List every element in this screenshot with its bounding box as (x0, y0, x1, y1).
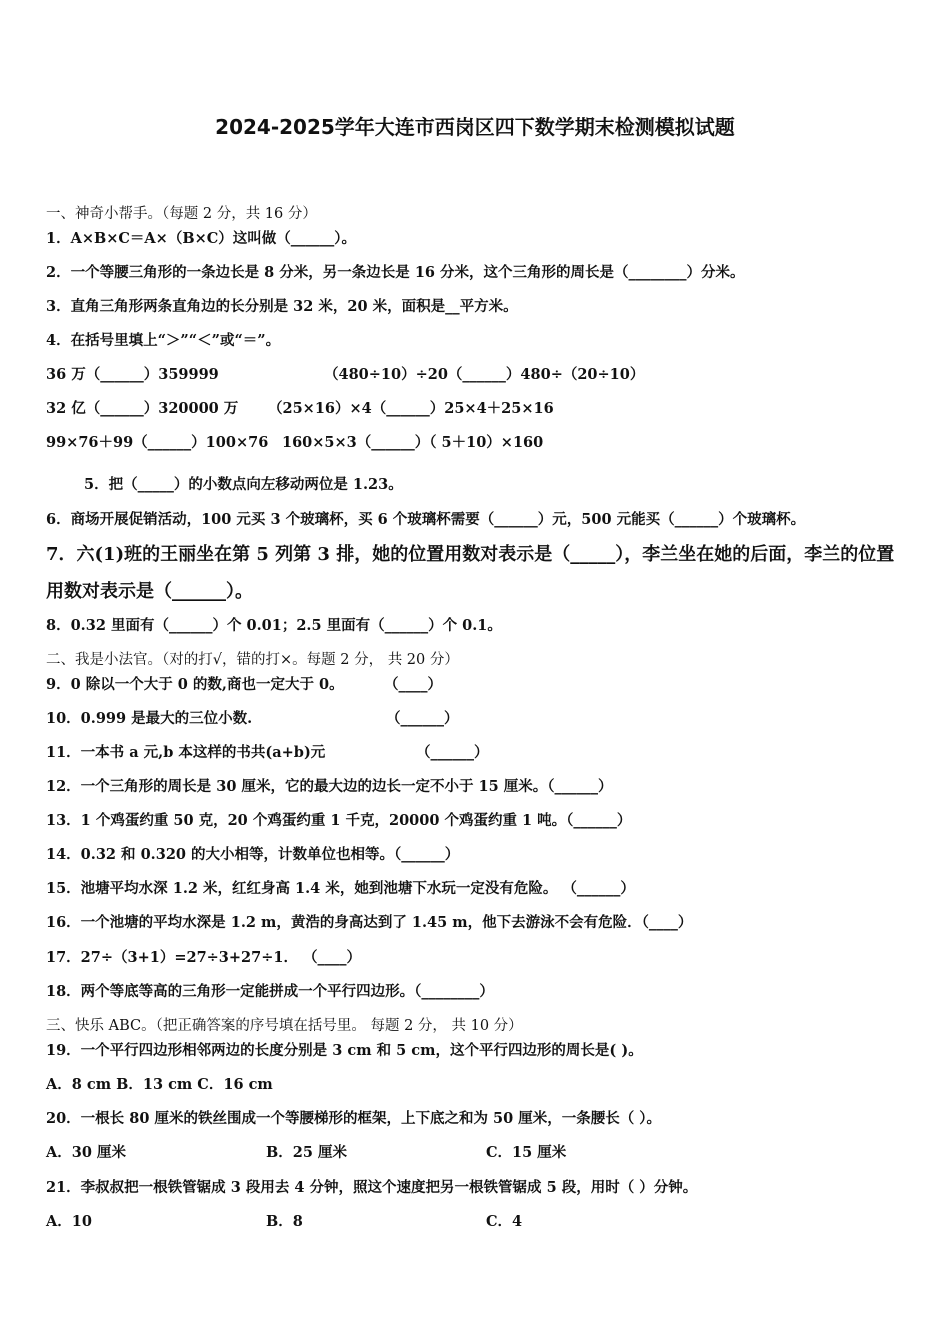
question-4: 4．在括号里填上“＞”“＜”或“＝”。 (46, 332, 281, 349)
question-9-blank: （____） (384, 676, 442, 693)
question-20-option-a: A．30 厘米 (46, 1144, 126, 1161)
question-8: 8．0.32 里面有（______）个 0.01；2.5 里面有（______）个 0.1。 (46, 617, 502, 634)
question-4-item: 32 亿（______）320000 万 (46, 400, 239, 417)
section-1-heading: 一、神奇小帮手。（每题 2 分，共 16 分） (46, 206, 317, 222)
question-10: 10．0.999 是最大的三位小数. (46, 710, 253, 727)
question-15: 15．池塘平均水深 1.2 米，红红身高 1.4 米，她到池塘下水玩一定没有危险。 （______） (46, 880, 635, 897)
question-21: 21．李叔叔把一根铁管锯成 3 段用去 4 分钟，照这个速度把另一根铁管锯成 5 段，用时（ ）分钟。 (46, 1179, 698, 1196)
question-21-option-c: C．4 (486, 1213, 523, 1230)
question-20-option-c: C．15 厘米 (486, 1144, 567, 1161)
question-19-options: A．8 cm B．13 cm C．16 cm (46, 1076, 273, 1093)
question-1: 1．A×B×C＝A×（B×C）这叫做（______）。 (46, 230, 357, 247)
question-4-item: （25×16）×4（______）25×4＋25×16 (268, 400, 554, 417)
section-3-heading: 三、快乐 ABC。（把正确答案的序号填在括号里。 每题 2 分， 共 10 分） (46, 1018, 523, 1034)
question-7-line-2: 用数对表示是（______）。 (46, 581, 253, 602)
question-11: 11．一本书 a 元,b 本这样的书共(a+b)元 (46, 744, 326, 761)
question-21-option-a: A．10 (46, 1213, 92, 1230)
question-3: 3．直角三角形两条直角边的长分别是 32 米，20 米，面积是__平方米。 (46, 298, 518, 315)
question-4-item: （480÷10）÷20（______）480÷（20÷10） (324, 366, 645, 383)
question-17: 17．27÷（3+1）=27÷3+27÷1． （____） (46, 949, 362, 966)
question-13: 13．1 个鸡蛋约重 50 克，20 个鸡蛋约重 1 千克，20000 个鸡蛋约重 1 吨。（______） (46, 812, 632, 829)
section-2-heading: 二、我是小法官。（对的打√，错的打×。每题 2 分， 共 20 分） (46, 652, 459, 668)
question-4-item: 99×76＋99（______）100×76 (46, 434, 269, 451)
question-12: 12．一个三角形的周长是 30 厘米，它的最大边的边长一定不小于 15 厘米。（______） (46, 778, 613, 795)
question-20-option-b: B．25 厘米 (266, 1144, 347, 1161)
question-10-blank: （______） (386, 710, 459, 727)
question-20: 20．一根长 80 厘米的铁丝围成一个等腰梯形的框架，上下底之和为 50 厘米，一条腰长（ ）。 (46, 1110, 662, 1127)
page-title: 2024-2025学年大连市西岗区四下数学期末检测模拟试题 (215, 115, 735, 139)
question-14: 14．0.32 和 0.320 的大小相等，计数单位也相等。（______） (46, 846, 460, 863)
question-18: 18．两个等底等高的三角形一定能拼成一个平行四边形。（________） (46, 983, 494, 1000)
question-4-item: 36 万（______）359999 (46, 366, 219, 383)
question-5: 5．把（_____）的小数点向左移动两位是 1.23。 (84, 476, 403, 493)
question-16: 16．一个池塘的平均水深是 1.2 m，黄浩的身高达到了 1.45 m，他下去游泳不会有危险．（____） (46, 914, 693, 931)
question-4-item: 160×5×3（______）（ 5＋10）×160 (282, 434, 544, 451)
question-19: 19．一个平行四边形相邻两边的长度分别是 3 cm 和 5 cm，这个平行四边形的周长是( )。 (46, 1042, 643, 1059)
question-7-line-1: 7．六(1)班的王丽坐在第 5 列第 3 排，她的位置用数对表示是（_____），李兰坐在她的后面，李兰的位置 (46, 544, 895, 565)
question-9: 9．0 除以一个大于 0 的数,商也一定大于 0。 (46, 676, 344, 693)
question-2: 2．一个等腰三角形的一条边长是 8 分米，另一条边长是 16 分米，这个三角形的周长是（________）分米。 (46, 264, 745, 281)
question-21-option-b: B．8 (266, 1213, 303, 1230)
question-6: 6．商场开展促销活动，100 元买 3 个玻璃杯，买 6 个玻璃杯需要（______）元，500 元能买（______）个玻璃杯。 (46, 511, 806, 528)
question-11-blank: （______） (416, 744, 489, 761)
